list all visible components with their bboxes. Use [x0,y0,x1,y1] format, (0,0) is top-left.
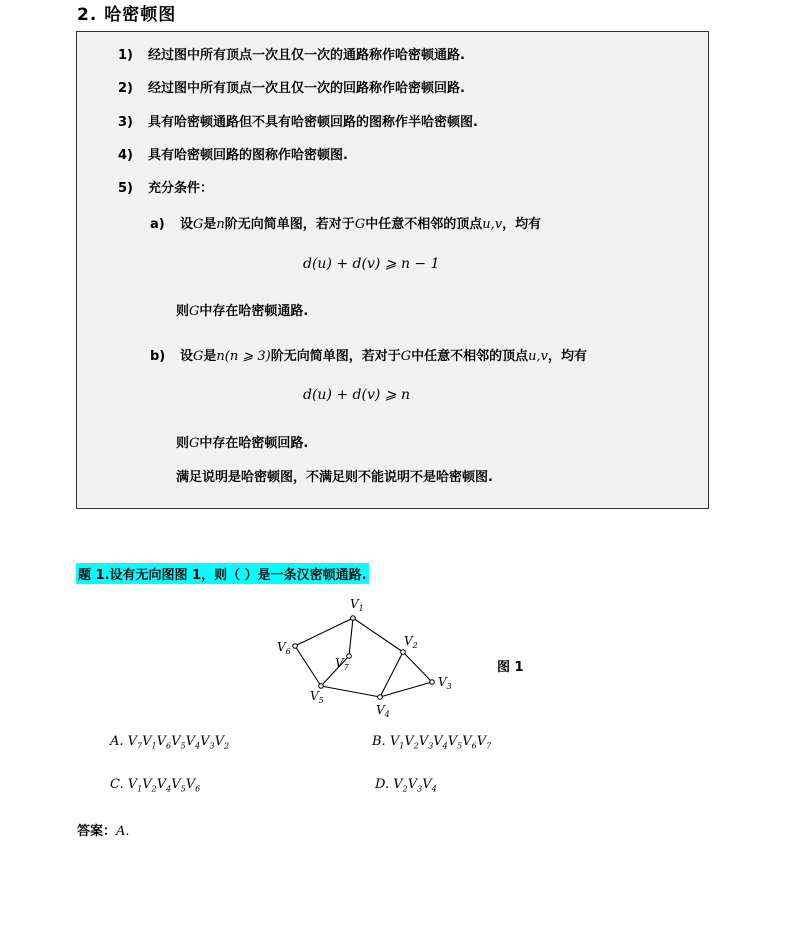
vertex-v5 [319,684,324,689]
option-vertex: $V_5$ [447,734,463,751]
vertex-v3 [430,680,435,685]
label-v1: $V_1$ [350,597,364,613]
option-d[interactable] [375,777,437,794]
definition-5: 5) 充分条件： [118,181,214,196]
option-vertex: $V_5$ [171,734,186,751]
option-vertex: $V_1$ [127,777,143,794]
option-vertex-index: 5 [180,741,186,751]
option-vertex: $V_1$ [389,734,405,751]
option-vertex-index: 7 [137,741,143,751]
definition-3: 3) 具有哈密顿通路但不具有哈密顿回路的图称作半哈密顿图. [118,115,478,130]
option-c[interactable] [110,777,200,794]
option-vertex-index: 2 [223,741,230,751]
label-v7: $V_7$ [335,656,349,672]
option-letter: C. [110,777,128,792]
option-vertex-index: 2 [413,741,419,751]
edge-v1-v6 [295,618,353,646]
option-vertex: $V_1$ [142,734,157,751]
option-letter: A. [110,734,128,749]
label-v6: $V_6$ [277,640,291,656]
option-vertex-index: 4 [431,784,437,794]
option-vertex: $V_3$ [418,734,434,751]
option-vertex: $V_2$ [214,734,230,751]
option-vertex: $V_3$ [200,734,215,751]
label-v5: $V_5$ [310,689,324,705]
option-vertex: $V_6$ [156,734,172,751]
option-vertex-index: 5 [457,741,463,751]
option-vertex-index: 1 [151,741,157,751]
option-vertex: $V_2$ [393,777,408,794]
option-vertex-index: 3 [209,741,215,751]
option-vertex: $V_4$ [422,777,437,794]
label-v3: $V_3$ [438,675,452,691]
option-letter: B. [372,734,390,749]
option-vertex-index: 2 [402,784,408,794]
option-a[interactable] [110,734,229,751]
vertex-v1 [351,616,356,621]
label-v2: $V_2$ [404,634,418,650]
option-vertex: $V_3$ [407,777,423,794]
figure-label: 图 1 [497,660,524,675]
condition-b: b) 设G是n(n ⩾ 3)阶无向简单图，若对于G中任意不相邻的顶点u,v，均有 [150,349,588,364]
condition-a: a) 设G是n阶无向简单图，若对于G中任意不相邻的顶点u,v，均有 [150,217,542,232]
option-vertex-index: 4 [442,741,448,751]
section-title: 2. 哈密顿图 [77,5,177,25]
vertex-v2 [401,650,406,655]
option-vertex-index: 4 [194,741,201,751]
edge-v3-v4 [380,682,432,697]
option-vertex: $V_2$ [404,734,419,751]
option-vertex-index: 5 [180,784,186,794]
option-vertex-index: 3 [428,741,434,751]
option-vertex: $V_5$ [171,777,186,794]
note: 满足说明是哈密顿图，不满足则不能说明不是哈密顿图. [176,470,493,485]
question-text: 题 1.设有无向图图 1，则（ ）是一条汉密顿通路. [76,563,369,584]
option-vertex: $V_6$ [185,777,201,794]
formula-a: d(u) + d(v) ⩾ n − 1 [303,256,440,272]
option-vertex: $V_4$ [433,734,448,751]
option-b[interactable] [372,734,491,751]
option-vertex-index: 6 [195,784,201,794]
vertex-v6 [293,644,298,649]
edge-v4-v5 [321,686,380,697]
edge-v2-v4 [380,652,403,697]
definition-1: 1) 经过图中所有顶点一次且仅一次的通路称作哈密顿通路. [118,48,465,63]
option-vertex-index: 2 [151,784,157,794]
edge-v5-v6 [295,646,321,686]
definition-4: 4) 具有哈密顿回路的图称作哈密顿图. [118,148,348,163]
option-vertex-index: 6 [166,741,172,751]
edge-v2-v3 [403,652,432,682]
option-vertex-index: 7 [486,741,492,751]
option-vertex-index: 3 [417,784,423,794]
answer: 答案：A. [77,824,130,839]
option-vertex: $V_4$ [185,734,201,751]
definition-2: 2) 经过图中所有顶点一次且仅一次的回路称作哈密顿回路. [118,81,465,96]
option-vertex-index: 4 [166,784,172,794]
option-vertex-index: 6 [471,741,477,751]
option-vertex: $V_4$ [156,777,172,794]
vertex-v4 [378,695,383,700]
option-vertex: $V_7$ [127,734,143,751]
edge-v1-v2 [353,618,403,652]
edge-v1-v7 [349,618,353,656]
option-vertex: $V_7$ [476,734,492,751]
conclusion-a: 则G中存在哈密顿通路. [176,304,309,319]
option-vertex-index: 1 [399,741,405,751]
option-vertex: $V_2$ [142,777,157,794]
label-v4: $V_4$ [376,703,390,719]
vertex-v7 [347,654,352,659]
formula-b: d(u) + d(v) ⩾ n [303,387,410,403]
conclusion-b: 则G中存在哈密顿回路. [176,436,309,451]
option-letter: D. [375,777,394,792]
option-vertex: $V_6$ [462,734,477,751]
option-vertex-index: 1 [137,784,143,794]
